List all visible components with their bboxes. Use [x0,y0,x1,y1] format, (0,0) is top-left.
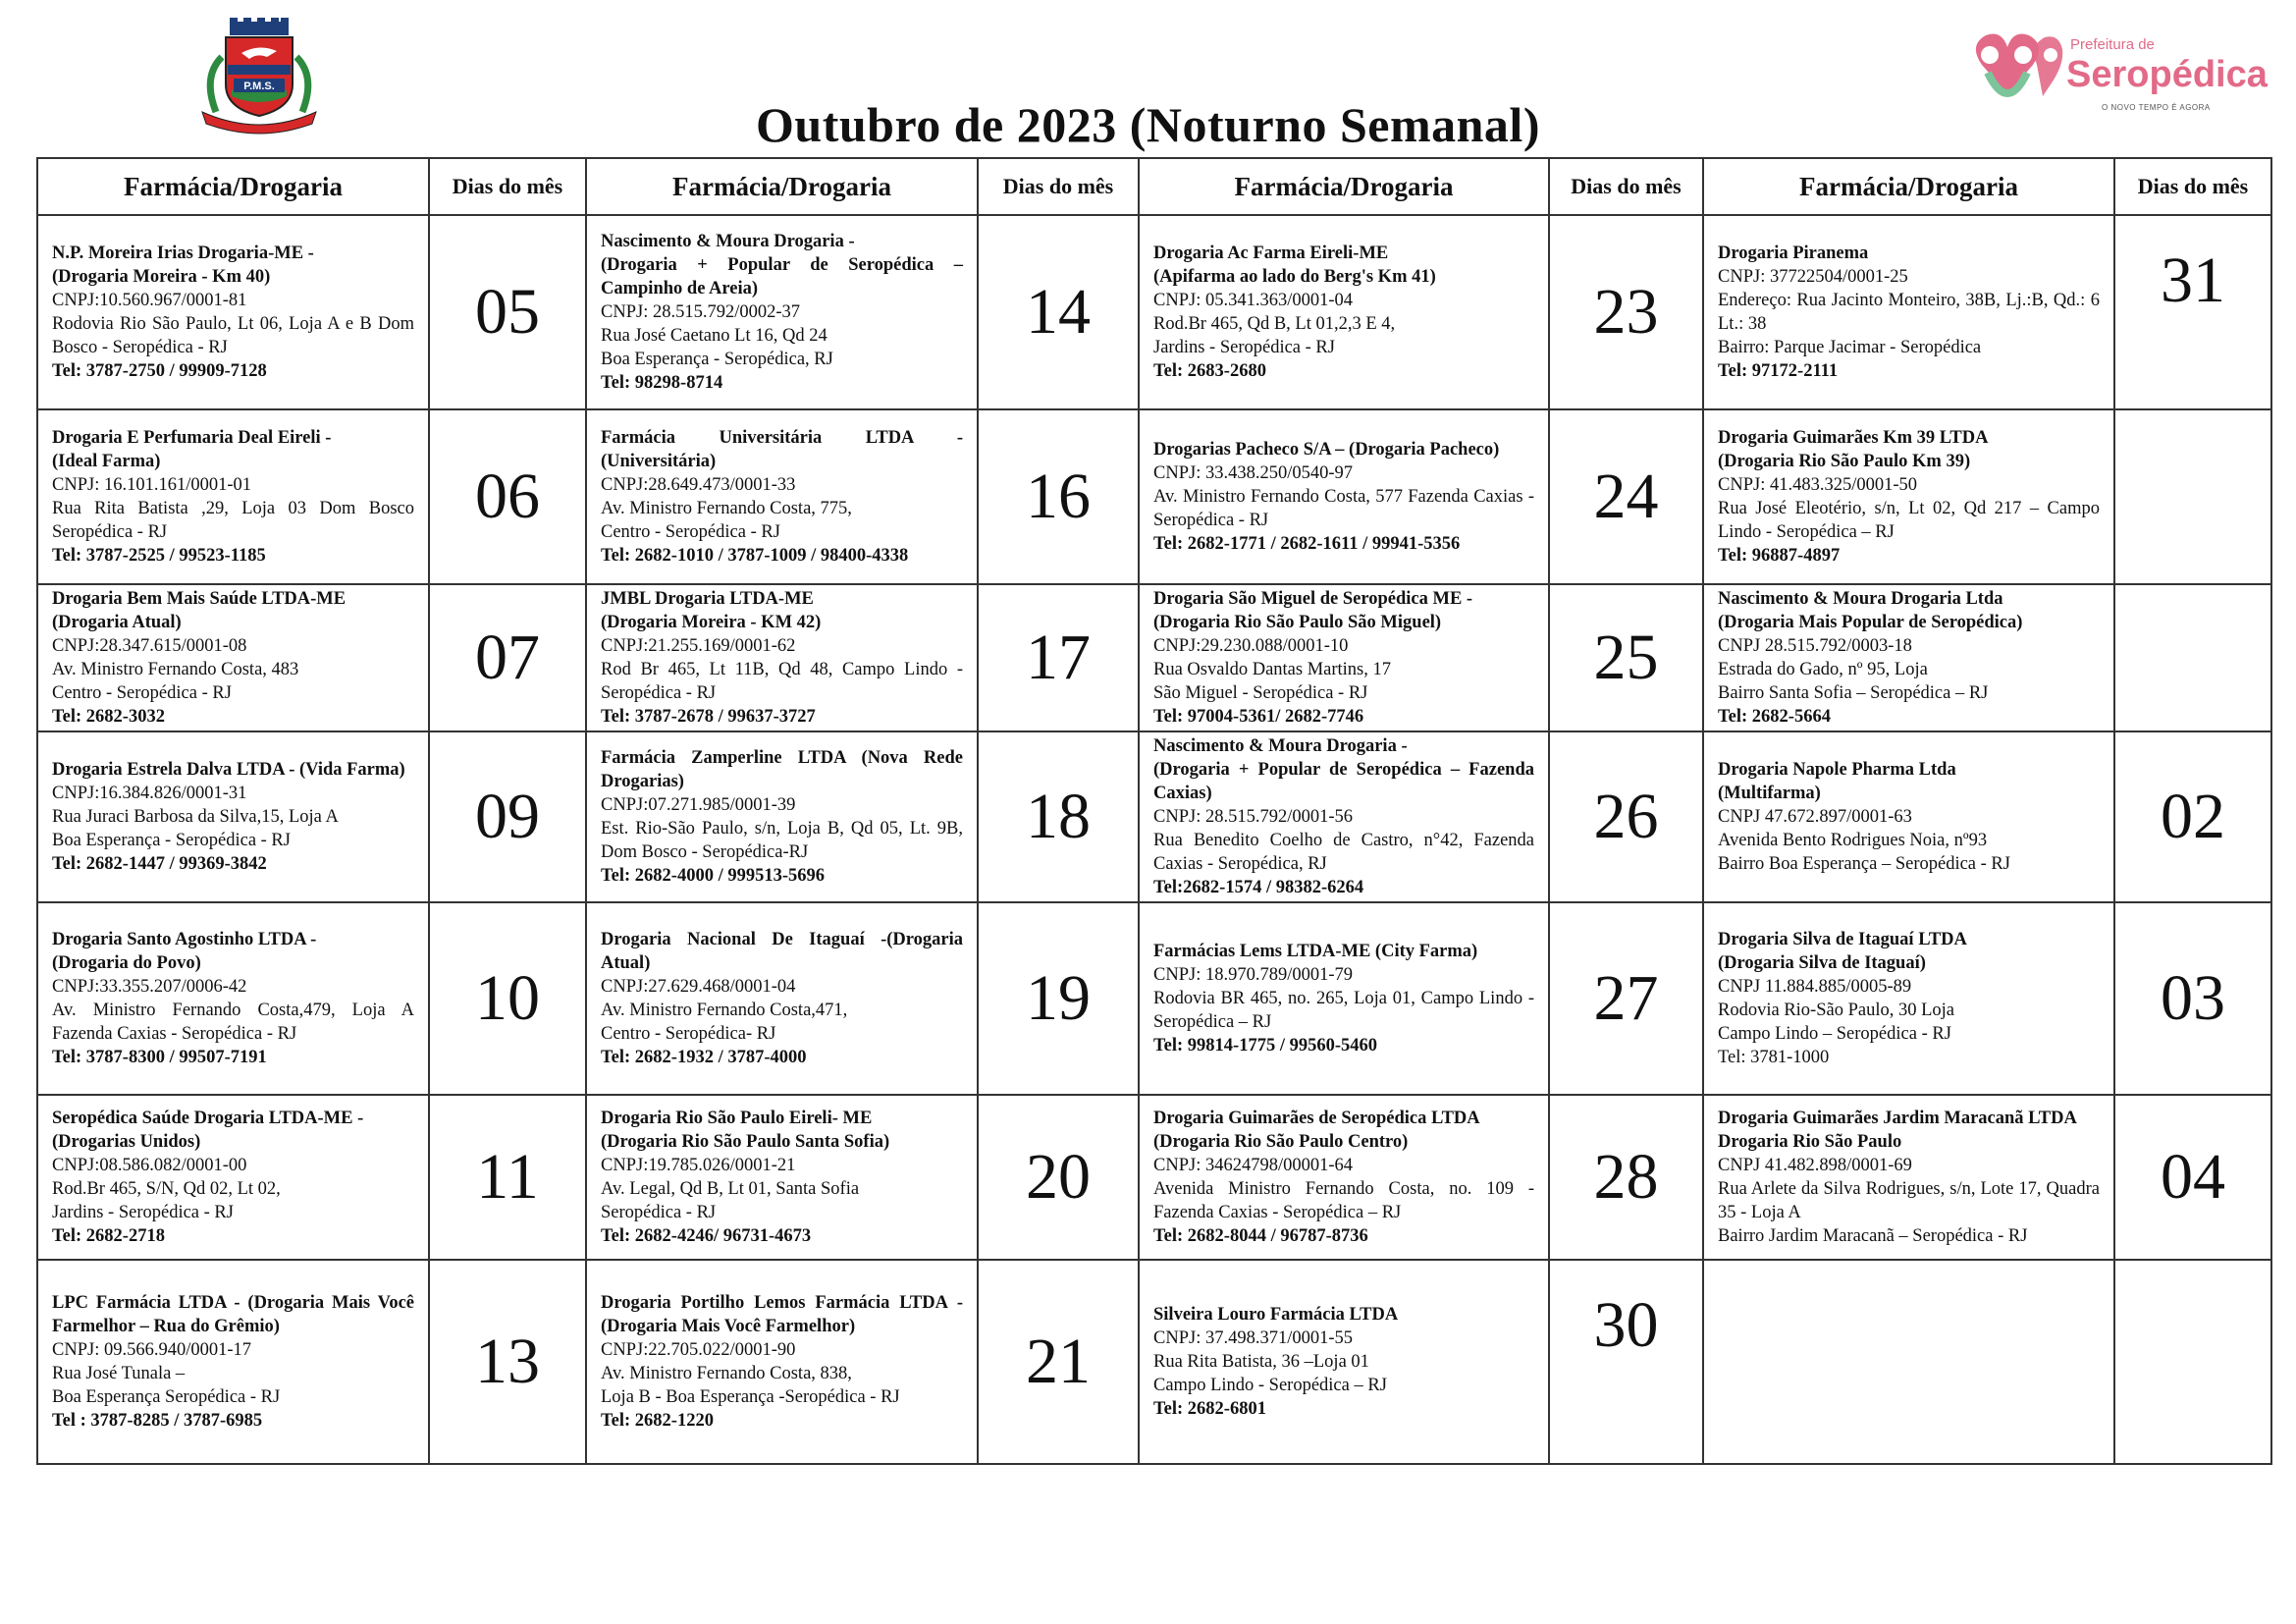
pharmacy-phone: Tel: 2682-5664 [1718,707,1831,727]
day-of-month: 31 [2114,215,2271,409]
day-of-month: 05 [429,215,586,409]
pharmacy-detail-line: CNPJ:33.355.207/0006-42 [52,977,247,997]
pharmacy-detail-line: CNPJ: 37.498.371/0001-55 [1153,1328,1354,1348]
pharmacy-subtitle: (Drogaria Rio São Paulo São Miguel) [1153,613,1442,632]
pharmacy-detail-line: CNPJ:08.586.082/0001-00 [52,1156,247,1175]
pharmacy-detail-line: Av. Ministro Fernando Costa, 775, [601,499,852,518]
pharmacy-detail-line: CNPJ:28.347.615/0001-08 [52,636,247,656]
pharmacy-detail-line: Rod.Br 465, Qd B, Lt 01,2,3 E 4, [1153,314,1396,334]
day-of-month: 23 [1549,215,1703,409]
day-of-month: 18 [978,731,1139,902]
pharmacy-detail-line: Est. Rio-São Paulo, s/n, Loja B, Qd 05, Lt. 9B, Dom Bosco - Seropédica-RJ [601,819,963,862]
table-row [37,731,2271,902]
pharmacy-phone: Tel: 99814-1775 / 99560-5460 [1153,1036,1377,1056]
day-of-month: 24 [1549,409,1703,584]
pharmacy-detail-line: Av. Legal, Qd B, Lt 01, Santa Sofia [601,1179,860,1199]
pharmacy-detail-line: CNPJ: 37722504/0001-25 [1718,267,1908,287]
pharmacy-cell [37,215,429,409]
pharmacy-detail-line: CNPJ: 34624798/00001-64 [1153,1156,1354,1175]
pharmacy-detail-line: CNPJ: 09.566.940/0001-17 [52,1340,252,1360]
pharmacy-phone: Tel: 3787-2750 / 99909-7128 [52,361,267,381]
pharmacy-subtitle: (Drogaria + Popular de Seropédica – Fazenda Caxias) [1153,760,1534,803]
pharmacy-phone: Tel: 2682-3032 [52,707,165,727]
pharmacy-subtitle: (Drogaria Silva de Itaguaí) [1718,953,1926,973]
pharmacy-detail-line: Jardins - Seropédica - RJ [52,1203,234,1222]
pharmacy-name: Nascimento & Moura Drogaria - [1153,736,1408,756]
pharmacy-name: Drogaria Silva de Itaguaí LTDA [1718,930,1967,949]
pharmacy-detail-line: Endereço: Rua Jacinto Monteiro, 38B, Lj.:B, Qd.: 6 Lt.: 38 [1718,291,2100,334]
pharmacy-subtitle: (Ideal Farma) [52,452,161,471]
pharmacy-phone: Tel: 3787-2525 / 99523-1185 [52,546,266,566]
pharmacy-detail-line: Rua Osvaldo Dantas Martins, 17 [1153,660,1392,679]
pharmacy-name: Drogaria Piranema [1718,244,1869,263]
day-of-month: 07 [429,584,586,731]
pharmacy-phone: Tel: 98298-8714 [601,373,723,393]
pharmacy-detail-line: Av. Ministro Fernando Costa, 577 Fazenda Caxias - Seropédica - RJ [1153,487,1534,530]
pharmacy-phone: Tel: 2682-1220 [601,1411,714,1431]
pharmacy-phone: Tel: 97172-2111 [1718,361,1839,381]
pharmacy-subtitle: (Drogarias Unidos) [52,1132,201,1152]
pharmacy-detail-line: CNPJ: 05.341.363/0001-04 [1153,291,1354,310]
header-days: Dias do mês [978,158,1139,215]
pharmacy-name: Drogaria Portilho Lemos Farmácia LTDA - (Drogaria Mais Você Farmelhor) [601,1293,963,1336]
pharmacy-detail-line: Boa Esperança - Seropédica - RJ [52,831,291,850]
pharmacy-subtitle: (Apifarma ao lado do Berg's Km 41) [1153,267,1436,287]
table-row [37,1260,2271,1464]
pharmacy-detail-line: CNPJ:07.271.985/0001-39 [601,795,796,815]
day-of-month: 14 [978,215,1139,409]
pharmacy-cell [1703,1095,2114,1260]
pharmacy-detail-line: Tel: 3781-1000 [1718,1048,1830,1067]
pharmacy-detail-line: CNPJ:16.384.826/0001-31 [52,784,247,803]
page-title: Outubro de 2023 (Noturno Semanal) [756,97,1540,152]
pharmacy-detail-line: Rua José Tunala – [52,1364,186,1383]
pharmacy-name: Drogaria Guimarães Jardim Maracanã LTDA [1718,1109,2077,1128]
pharmacy-subtitle: (Drogaria Rio São Paulo Santa Sofia) [601,1132,890,1152]
pharmacy-phone: Tel: 2682-1447 / 99369-3842 [52,854,267,874]
pharmacy-name: Drogaria Rio São Paulo Eireli- ME [601,1109,873,1128]
pharmacy-detail-line: CNPJ: 41.483.325/0001-50 [1718,475,1918,495]
table-row [37,215,2271,409]
header-pharmacy: Farmácia/Drogaria [37,158,429,215]
pharmacy-cell [586,1260,978,1464]
table-row [37,409,2271,584]
day-of-month: 17 [978,584,1139,731]
pharmacy-detail-line: CNPJ: 18.970.789/0001-79 [1153,965,1354,985]
pharmacy-detail-line: Rodovia Rio São Paulo, Lt 06, Loja A e B Dom Bosco - Seropédica - RJ [52,314,414,357]
pharmacy-detail-line: Boa Esperança Seropédica - RJ [52,1387,281,1407]
pharmacy-detail-line: Rodovia BR 465, no. 265, Loja 01, Campo Lindo - Seropédica – RJ [1153,989,1534,1032]
pharmacy-cell [1139,584,1549,731]
pharmacy-detail-line: Avenida Bento Rodrigues Noia, nº93 [1718,831,1988,850]
day-of-month: 21 [978,1260,1139,1464]
day-of-month: 26 [1549,731,1703,902]
pharmacy-detail-line: Av. Ministro Fernando Costa, 483 [52,660,299,679]
day-of-month: 03 [2114,902,2271,1095]
table-row [37,1095,2271,1260]
pharmacy-detail-line: CNPJ 41.482.898/0001-69 [1718,1156,1912,1175]
pharmacy-phone: Tel: 2682-4246/ 96731-4673 [601,1226,812,1246]
header-pharmacy: Farmácia/Drogaria [1703,158,2114,215]
pharmacy-detail-line: Loja B - Boa Esperança -Seropédica - RJ [601,1387,900,1407]
pharmacy-name: Drogaria Bem Mais Saúde LTDA-ME [52,589,347,609]
pharmacy-detail-line: Estrada do Gado, nº 95, Loja [1718,660,1928,679]
day-of-month: 27 [1549,902,1703,1095]
pharmacy-phone: Tel: 2682-1771 / 2682-1611 / 99941-5356 [1153,534,1461,554]
pharmacy-detail-line: Rod Br 465, Lt 11B, Qd 48, Campo Lindo - Seropédica - RJ [601,660,963,703]
pharmacy-phone: Tel: 2682-2718 [52,1226,165,1246]
pharmacy-cell [1139,409,1549,584]
day-of-month: 02 [2114,731,2271,902]
pharmacy-name: Drogaria E Perfumaria Deal Eireli - [52,428,332,448]
pharmacy-cell [1703,409,2114,584]
pharmacy-name: Drogaria Guimarães Km 39 LTDA [1718,428,1989,448]
day-of-month: 13 [429,1260,586,1464]
day-of-month: 04 [2114,1095,2271,1260]
header-days: Dias do mês [2114,158,2271,215]
pharmacy-detail-line: Rua Rita Batista, 36 –Loja 01 [1153,1352,1369,1372]
pharmacy-subtitle: (Drogaria Rio São Paulo Km 39) [1718,452,1971,471]
pharmacy-detail-line: CNPJ:29.230.088/0001-10 [1153,636,1349,656]
pharmacy-phone: Tel: 3787-2678 / 99637-3727 [601,707,816,727]
table-row [37,902,2271,1095]
pharmacy-detail-line: São Miguel - Seropédica - RJ [1153,683,1368,703]
pharmacy-detail-line: CNPJ:10.560.967/0001-81 [52,291,247,310]
pharmacy-name: Nascimento & Moura Drogaria - [601,232,855,251]
pharmacy-name: Drogaria Estrela Dalva LTDA - (Vida Farma) [52,760,405,780]
pharmacy-name: Drogarias Pacheco S/A – (Drogaria Pacheco) [1153,440,1500,460]
pharmacy-name: Drogaria Guimarães de Seropédica LTDA [1153,1109,1480,1128]
pharmacy-detail-line: CNPJ 28.515.792/0003-18 [1718,636,1912,656]
pharmacy-cell [37,584,429,731]
pharmacy-cell [586,731,978,902]
pharmacy-detail-line: CNPJ:28.649.473/0001-33 [601,475,796,495]
pharmacy-detail-line: Av. Ministro Fernando Costa,471, [601,1001,848,1020]
table-header-row [37,158,2271,215]
pharmacy-detail-line: CNPJ 11.884.885/0005-89 [1718,977,1912,997]
pharmacy-cell [37,731,429,902]
pharmacy-name: LPC Farmácia LTDA - (Drogaria Mais Você Farmelhor – Rua do Grêmio) [52,1293,414,1336]
pharmacy-cell [37,1095,429,1260]
pharmacy-detail-line: Bairro Jardim Maracanã – Seropédica - RJ [1718,1226,2028,1246]
pharmacy-name: Silveira Louro Farmácia LTDA [1153,1305,1399,1325]
pharmacy-detail-line: Rua José Caetano Lt 16, Qd 24 [601,326,828,346]
day-of-month: 10 [429,902,586,1095]
day-of-month: 28 [1549,1095,1703,1260]
table-row [37,584,2271,731]
pharmacy-schedule-table [36,157,2272,1465]
pharmacy-detail-line: CNPJ:21.255.169/0001-62 [601,636,796,656]
pharmacy-detail-line: Rua Arlete da Silva Rodrigues, s/n, Lote 17, Quadra 35 - Loja A [1718,1179,2100,1222]
pharmacy-name: Drogaria Ac Farma Eireli-ME [1153,244,1389,263]
pharmacy-cell [586,584,978,731]
pharmacy-cell [1703,1260,2114,1464]
day-of-month: 25 [1549,584,1703,731]
pharmacy-subtitle: (Drogaria Moreira - Km 40) [52,267,271,287]
day-of-month: 30 [1549,1260,1703,1464]
logo-small-text: Prefeitura de [2070,36,2155,53]
day-of-month: 11 [429,1095,586,1260]
pharmacy-cell [1703,902,2114,1095]
header-pharmacy: Farmácia/Drogaria [1139,158,1549,215]
pharmacy-detail-line: Seropédica - RJ [601,1203,717,1222]
pharmacy-detail-line: Campo Lindo - Seropédica – RJ [1153,1376,1387,1395]
pharmacy-subtitle: Drogaria Rio São Paulo [1718,1132,1902,1152]
pharmacy-phone: Tel: 97004-5361/ 2682-7746 [1153,707,1364,727]
pharmacy-subtitle: (Drogaria Rio São Paulo Centro) [1153,1132,1409,1152]
pharmacy-phone: Tel: 2682-1010 / 3787-1009 / 98400-4338 [601,546,909,566]
pharmacy-phone: Tel: 2682-1932 / 3787-4000 [601,1048,807,1067]
header-days: Dias do mês [1549,158,1703,215]
pharmacy-detail-line: CNPJ: 33.438.250/0540-97 [1153,463,1354,483]
pharmacy-detail-line: Rua Benedito Coelho de Castro, n°42, Fazenda Caxias - Seropédica, RJ [1153,831,1534,874]
pharmacy-cell [1703,731,2114,902]
pharmacy-phone: Tel:2682-1574 / 98382-6264 [1153,878,1364,897]
header-days: Dias do mês [429,158,586,215]
pharmacy-subtitle: (Drogaria Mais Popular de Seropédica) [1718,613,2023,632]
pharmacy-cell [1139,1095,1549,1260]
day-of-month: 06 [429,409,586,584]
pharmacy-name: Drogaria Nacional De Itaguaí -(Drogaria Atual) [601,930,963,973]
pharmacy-name: Drogaria São Miguel de Seropédica ME - [1153,589,1473,609]
day-of-month: 09 [429,731,586,902]
pharmacy-subtitle: (Drogaria Atual) [52,613,182,632]
pharmacy-name: Drogaria Santo Agostinho LTDA - [52,930,317,949]
pharmacy-cell [1139,731,1549,902]
pharmacy-phone: Tel : 3787-8285 / 3787-6985 [52,1411,263,1431]
pharmacy-detail-line: CNPJ:22.705.022/0001-90 [601,1340,796,1360]
pharmacy-cell [1703,215,2114,409]
pharmacy-phone: Tel: 2682-6801 [1153,1399,1266,1419]
pharmacy-cell [1703,584,2114,731]
pharmacy-detail-line: Rodovia Rio-São Paulo, 30 Loja [1718,1001,1954,1020]
pharmacy-detail-line: Bairro: Parque Jacimar - Seropédica [1718,338,1982,357]
day-of-month [2114,584,2271,731]
pharmacy-name: Farmácia Universitária LTDA - (Universitária) [601,428,963,471]
pharmacy-cell [1139,215,1549,409]
logo-big-text: Seropédica [2066,54,2268,95]
pharmacy-cell [586,215,978,409]
pharmacy-cell [37,1260,429,1464]
logo-tagline: O NOVO TEMPO É AGORA [2102,103,2211,112]
pharmacy-detail-line: Rua José Eleotério, s/n, Lt 02, Qd 217 – Campo Lindo - Seropédica – RJ [1718,499,2100,542]
pharmacy-name: Nascimento & Moura Drogaria Ltda [1718,589,2003,609]
pharmacy-detail-line: Avenida Ministro Fernando Costa, no. 109 - Fazenda Caxias - Seropédica – RJ [1153,1179,1534,1222]
pharmacy-detail-line: Bairro Boa Esperança – Seropédica - RJ [1718,854,2010,874]
pharmacy-cell [1139,1260,1549,1464]
pharmacy-name: Seropédica Saúde Drogaria LTDA-ME - [52,1109,364,1128]
pharmacy-name: JMBL Drogaria LTDA-ME [601,589,814,609]
pharmacy-phone: Tel: 2683-2680 [1153,361,1266,381]
pharmacy-detail-line: CNPJ 47.672.897/0001-63 [1718,807,1912,827]
pharmacy-detail-line: Jardins - Seropédica - RJ [1153,338,1335,357]
day-of-month: 20 [978,1095,1139,1260]
pharmacy-subtitle: (Drogaria do Povo) [52,953,201,973]
pharmacy-detail-line: Campo Lindo – Seropédica - RJ [1718,1024,1951,1044]
pharmacy-name: Farmácias Lems LTDA-ME (City Farma) [1153,942,1478,961]
pharmacy-detail-line: CNPJ:27.629.468/0001-04 [601,977,796,997]
pharmacy-detail-line: Av. Ministro Fernando Costa, 838, [601,1364,852,1383]
pharmacy-detail-line: Av. Ministro Fernando Costa,479, Loja A Fazenda Caxias - Seropédica - RJ [52,1001,414,1044]
pharmacy-detail-line: CNPJ: 16.101.161/0001-01 [52,475,252,495]
day-of-month [2114,409,2271,584]
pharmacy-cell [1139,902,1549,1095]
pharmacy-detail-line: CNPJ:19.785.026/0001-21 [601,1156,796,1175]
pharmacy-subtitle: (Drogaria Moreira - KM 42) [601,613,822,632]
pharmacy-subtitle: (Drogaria + Popular de Seropédica – Campinho de Areia) [601,255,963,298]
pharmacy-detail-line: CNPJ: 28.515.792/0001-56 [1153,807,1354,827]
pharmacy-detail-line: Rod.Br 465, S/N, Qd 02, Lt 02, [52,1179,281,1199]
pharmacy-cell [586,409,978,584]
pharmacy-subtitle: (Multifarma) [1718,784,1821,803]
pharmacy-name: Drogaria Napole Pharma Ltda [1718,760,1956,780]
day-of-month [2114,1260,2271,1464]
pharmacy-detail-line: Centro - Seropédica - RJ [52,683,232,703]
pharmacy-cell [586,1095,978,1260]
pharmacy-phone: Tel: 3787-8300 / 99507-7191 [52,1048,267,1067]
pharmacy-detail-line: Centro - Seropédica - RJ [601,522,780,542]
pharmacy-detail-line: Rua Rita Batista ,29, Loja 03 Dom Bosco Seropédica - RJ [52,499,414,542]
header-pharmacy: Farmácia/Drogaria [586,158,978,215]
day-of-month: 19 [978,902,1139,1095]
pharmacy-detail-line: Centro - Seropédica- RJ [601,1024,776,1044]
pharmacy-phone: Tel: 2682-4000 / 999513-5696 [601,866,825,886]
pharmacy-cell [586,902,978,1095]
pharmacy-detail-line: CNPJ: 28.515.792/0002-37 [601,302,801,322]
pharmacy-cell [37,409,429,584]
pharmacy-phone: Tel: 96887-4897 [1718,546,1841,566]
pharmacy-name: N.P. Moreira Irias Drogaria-ME - [52,244,314,263]
pharmacy-phone: Tel: 2682-8044 / 96787-8736 [1153,1226,1368,1246]
pharmacy-cell [37,902,429,1095]
pharmacy-name: Farmácia Zamperline LTDA (Nova Rede Drogarias) [601,748,963,791]
pharmacy-detail-line: Rua Juraci Barbosa da Silva,15, Loja A [52,807,339,827]
pharmacy-detail-line: Bairro Santa Sofia – Seropédica – RJ [1718,683,1989,703]
pharmacy-detail-line: Boa Esperança - Seropédica, RJ [601,350,833,369]
pms-logo-text: P.M.S. [243,81,275,92]
day-of-month: 16 [978,409,1139,584]
